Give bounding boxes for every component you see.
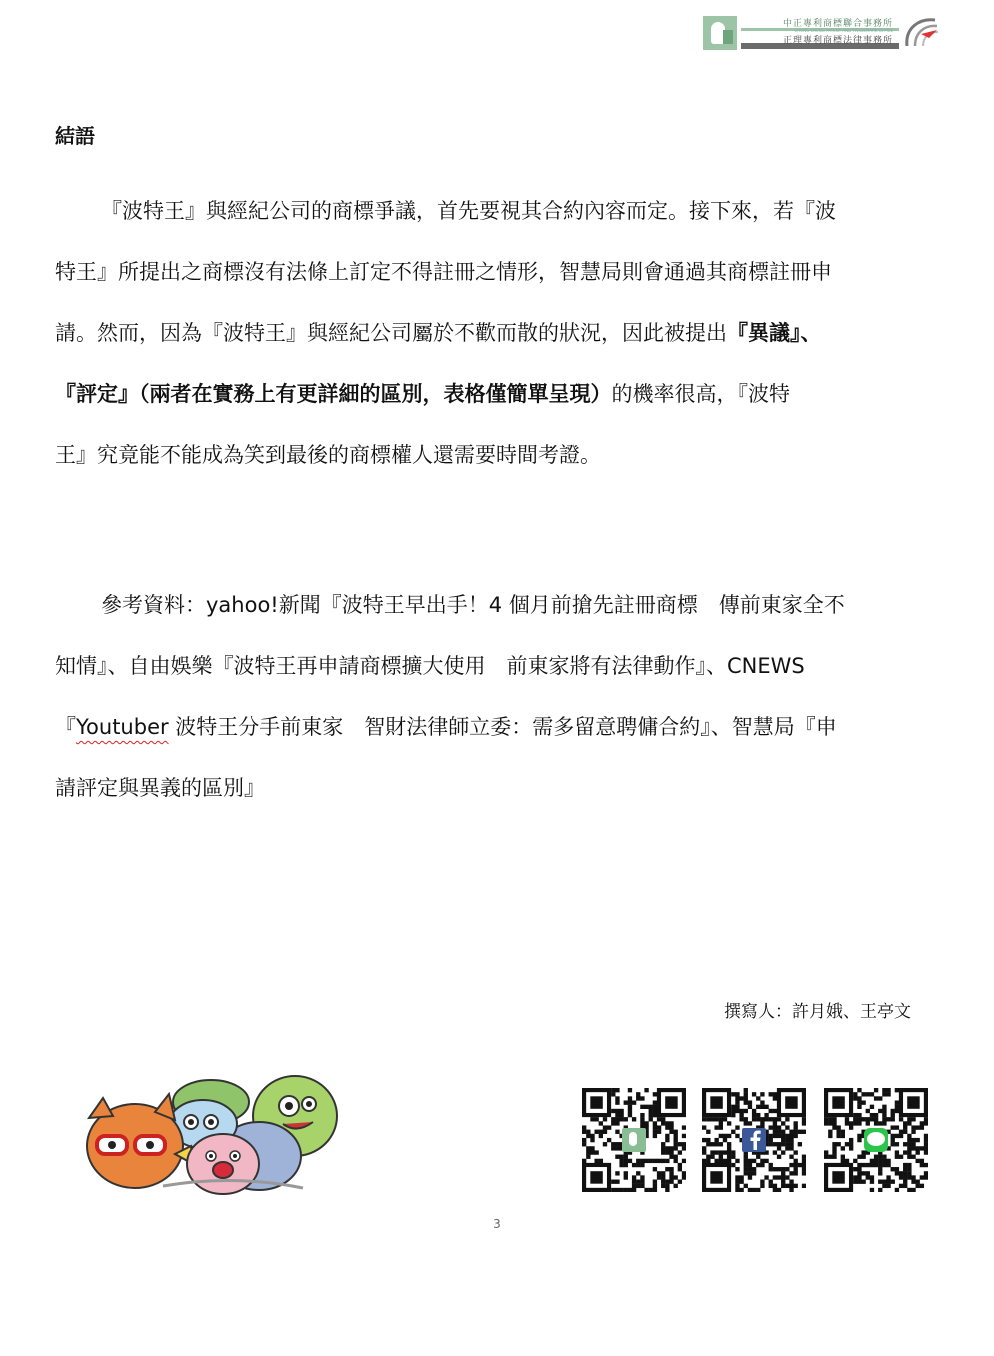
conclusion-line	[55, 181, 940, 242]
office-logo-mark-icon	[703, 16, 737, 50]
references-line	[55, 575, 940, 636]
author-credit: 撰寫人：許月娥、王亭文	[724, 1002, 911, 1022]
swoosh-icon	[899, 16, 939, 50]
references-line	[55, 636, 940, 697]
conclusion-line	[55, 242, 940, 303]
mascot-illustration	[83, 1064, 345, 1196]
references-line	[55, 697, 940, 758]
conclusion-line	[55, 364, 940, 425]
text-segment: 『波特王』與經紀公司的商標爭議，首先要視其合約內容而定。接下來，若『波	[101, 199, 836, 223]
text-segment: 『評定』（兩者在實務上有更詳細的區別，表格僅簡單呈現）	[55, 382, 612, 406]
text-segment: 特王』所提出之商標沒有法條上訂定不得註冊之情形，智慧局則會通過其商標註冊申	[55, 260, 832, 284]
text-segment: 知情』、自由娛樂『波特王再申請商標擴大使用 前東家將有法律動作』、CNEWS	[55, 654, 805, 678]
facebook-icon	[742, 1128, 766, 1152]
logo-line-1: 中正專利商標聯合事務所	[782, 19, 893, 29]
text-segment: Youtuber	[76, 715, 169, 739]
logo-line-3: 正理專利商標法律事務所	[782, 36, 893, 46]
references-paragraph	[55, 575, 940, 819]
conclusion-line	[55, 425, 940, 486]
page-number: 3	[493, 1217, 501, 1231]
conclusion-paragraph	[55, 181, 940, 486]
section-heading: 結語	[55, 124, 95, 148]
text-segment: 的機率很高，『波特	[611, 382, 790, 406]
facebook-qr-code[interactable]	[702, 1088, 806, 1192]
text-segment: 參考資料：yahoo!新聞『波特王早出手！4 個月前搶先註冊商標 傳前東家全不	[101, 593, 845, 617]
text-segment: 『異議』、	[727, 321, 822, 345]
text-segment: 『	[55, 715, 76, 739]
line-qr-code[interactable]	[824, 1088, 928, 1192]
line-icon	[864, 1128, 888, 1152]
text-segment: 請評定與異義的區別』	[55, 776, 265, 800]
office-logo-icon	[622, 1128, 646, 1152]
text-segment: 波特王分手前東家 智財法律師立委：需多留意聘傭合約』、智慧局『申	[168, 715, 837, 739]
text-segment: 請。然而，因為『波特王』與經紀公司屬於不歡而散的狀況，因此被提出	[55, 321, 727, 345]
references-line	[55, 758, 940, 819]
office-logo	[703, 16, 937, 52]
conclusion-line	[55, 303, 940, 364]
website-qr-code[interactable]	[582, 1088, 686, 1192]
text-segment: 王』究竟能不能成為笑到最後的商標權人還需要時間考證。	[55, 443, 601, 467]
logo-line-2: CHUNG CHENG PATENT AND TRADEMARK OFFICE	[794, 28, 893, 33]
